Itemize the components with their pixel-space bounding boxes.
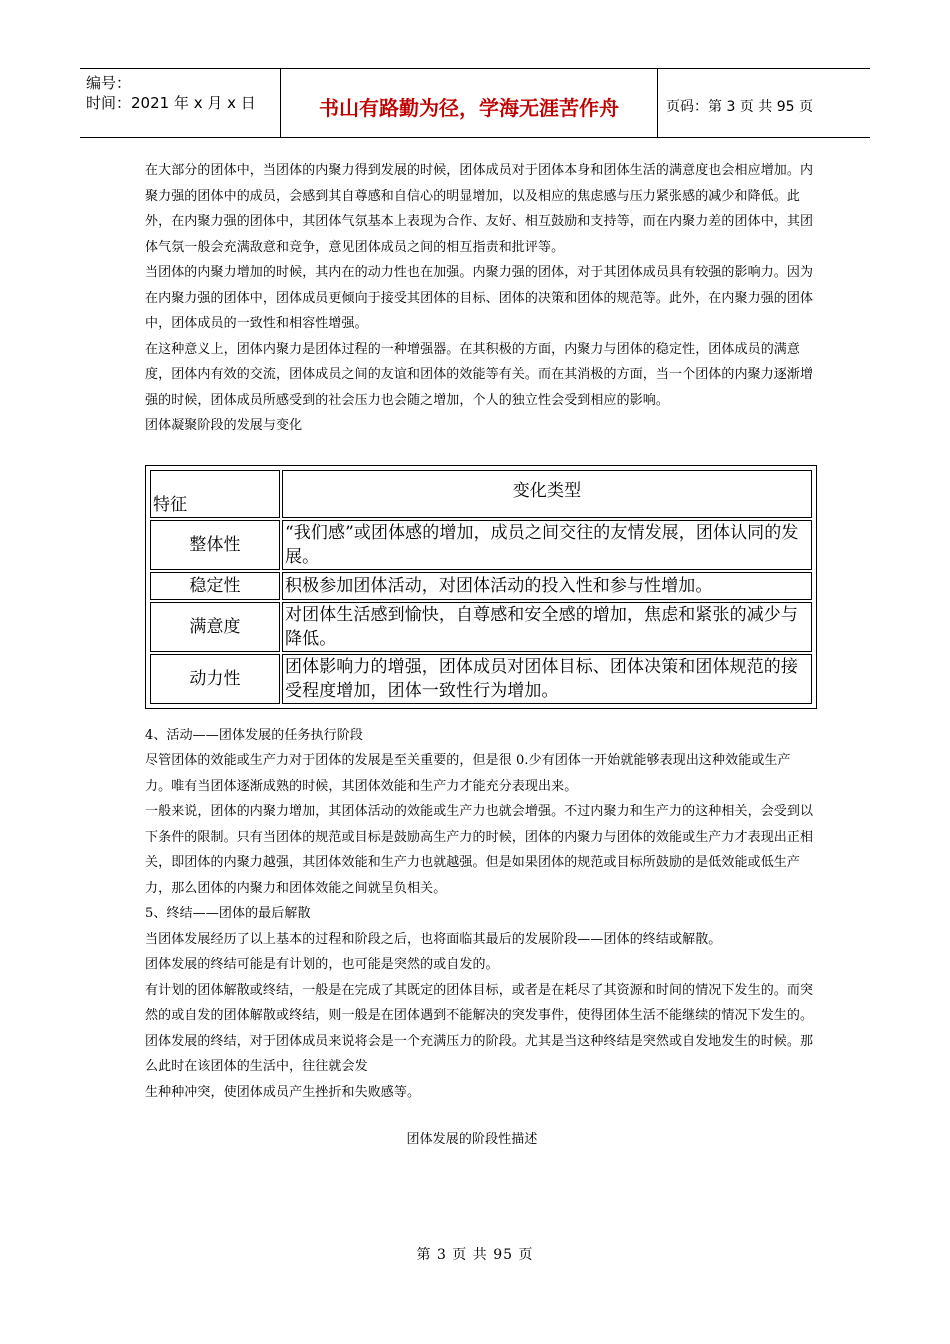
section-heading: 5、终结——团体的最后解散: [145, 906, 311, 921]
number-label: 编号：: [86, 74, 132, 92]
table-row: [150, 520, 812, 570]
page-header: [80, 68, 870, 138]
header-change-type: 变化类型: [282, 470, 812, 518]
figure-caption: 团体发展的阶段性描述: [406, 1132, 538, 1147]
document-body: [145, 158, 815, 1153]
characteristics-table-frame: [145, 465, 817, 709]
paragraph: 团体发展的终结可能是有计划的，也可能是突然的或自发的。: [145, 957, 499, 972]
header-motto: 书山有路勤为径，学海无涯苦作舟: [280, 69, 658, 137]
header-meta: [80, 69, 280, 137]
table-title: 团体凝聚阶段的发展与变化: [145, 418, 303, 433]
paragraph: 一般来说，团体的内聚力增加，其团体活动的效能或生产力也就会增强。不过内聚力和生产力的这种相关，会受到以下条件的限制。只有当团体的规范或目标是鼓励高生产力的时候，团体的内聚力与团体的效能或生产力才表现出正相关，即团体的内聚力越强，其团体效能和生产力也就越强。但是如果团体的规范或目标所鼓励的是低效能或低生产力，那么团体的内聚力和团体效能之间就呈负相关。: [145, 804, 814, 896]
paragraph: 当团体发展经历了以上基本的过程和阶段之后，也将面临其最后的发展阶段——团体的终结或解散。: [145, 931, 722, 947]
table-header-row: [150, 470, 812, 518]
table-row: [150, 654, 812, 704]
header-page-label: 页码：第 3 页 共 95 页: [666, 99, 813, 115]
paragraph: 生种种冲突，使团体成员产生挫折和失败感等。: [145, 1084, 421, 1100]
change-cell: “我们感”或团体感的增加，成员之间交往的友情发展，团体认同的发展。: [282, 520, 812, 570]
table-row: [150, 602, 812, 652]
header-feature: 特征: [150, 470, 280, 518]
paragraph: 有计划的团体解散或终结，一般是在完成了其既定的团体目标，或者是在耗尽了其资源和时间的情况下发生的。而突然的或自发的团体解散或终结，则一般是在团体遇到不能解决的突发事件，使得团体生活不能继续的情况下发生的。: [145, 982, 814, 1023]
feature-cell: 动力性: [150, 654, 280, 704]
characteristics-table: [148, 468, 814, 706]
change-cell: 团体影响力的增强，团体成员对团体目标、团体决策和团体规范的接受程度增加，团体一致性行为增加。: [282, 654, 812, 704]
change-cell: 积极参加团体活动，对团体活动的投入性和参与性增加。: [282, 572, 812, 600]
table-row: [150, 572, 812, 600]
paragraph: 在大部分的团体中，当团体的内聚力得到发展的时候，团体成员对于团体本身和团体生活的满意度也会相应增加。内聚力强的团体中的成员，会感到其自尊感和自信心的明显增加，以及相应的焦虑感与压力紧张感的减少和降低。此外，在内聚力强的团体中，其团体气氛基本上表现为合作、友好、相互鼓励和支持等，而在内聚力差的团体中，其团体气氛一般会充满敌意和竞争，意见团体成员之间的相互指责和批评等。: [145, 163, 814, 255]
feature-cell: 稳定性: [150, 572, 280, 600]
page-footer: 第 3 页 共 95 页: [416, 1247, 534, 1263]
paragraph: 当团体的内聚力增加的时候，其内在的动力性也在加强。内聚力强的团体，对于其团体成员具有较强的影响力。因为在内聚力强的团体中，团体成员更倾向于接受其团体的目标、团体的决策和团体的规范等。此外，在内聚力强的团体中，团体成员的一致性和相容性增强。: [145, 265, 814, 331]
paragraph: 尽管团体的效能或生产力对于团体的发展是至关重要的，但是很 0.少有团体一开始就能够表现出这种效能或生产力。唯有当团体逐渐成熟的时候，其团体效能和生产力才能充分表现出来。: [145, 753, 791, 794]
feature-cell: 整体性: [150, 520, 280, 570]
paragraph: 团体发展的终结，对于团体成员来说将会是一个充满压力的阶段。尤其是当这种终结是突然或自发地发生的时候。那么此时在该团体的生活中，往往就会发: [145, 1033, 814, 1074]
feature-cell: 满意度: [150, 602, 280, 652]
section-heading: 4、活动——团体发展的任务执行阶段: [145, 727, 363, 743]
change-cell: 对团体生活感到愉快，自尊感和安全感的增加，焦虑和紧张的减少与降低。: [282, 602, 812, 652]
paragraph: 在这种意义上，团体内聚力是团体过程的一种增强器。在其积极的方面，内聚力与团体的稳定性，团体成员的满意度，团体内有效的交流，团体成员之间的友谊和团体的效能等有关。而在其消极的方面，当一个团体的内聚力逐渐增强的时候，团体成员所感受到的社会压力也会随之增加，个人的独立性会受到相应的影响。: [145, 341, 814, 408]
date-label: 时间：2021 年 x 月 x 日: [86, 94, 256, 112]
